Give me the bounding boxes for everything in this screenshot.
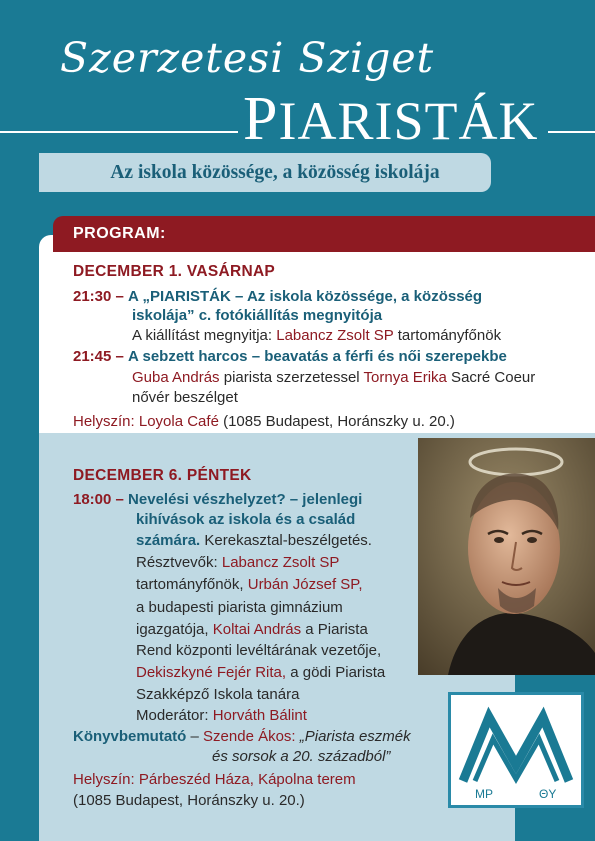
day2-participants-line6: Dekiszkyné Fejér Rita, a gödi Piarista [136,664,386,681]
title-rule-right [548,131,595,133]
day2-participants-line4: igazgatója, Koltai András a Piarista [136,621,368,638]
day2-location: Helyszín: Párbeszéd Háza, Kápolna terem [73,771,356,788]
subtitle: Az iskola közössége, a közösség iskolája [110,162,440,183]
day1-event1-line2: iskolája” c. fotókiállítás megnyitója [132,307,383,324]
day2-event1-line3: számára. Kerekasztal-beszélgetés. [136,532,372,549]
series-title: Szerzetesi Sziget [60,34,435,82]
day1-event1-desc: A kiállítást megnyitja: Labancz Zsolt SP tartományfőnök [132,327,502,344]
title-rule-left [0,131,238,133]
day2-event1-line1: 18:00 – Nevelési vészhelyzet? – jelenlegi [73,491,363,508]
day2-participants-line7: Szakképző Iskola tanára [136,686,300,703]
day1-event2-title: 21:45 – A sebzett harcos – beavatás a férfi és női szerepekbe [73,348,507,365]
day1-event2-desc: Guba András piarista szerzetessel Tornya Erika Sacré Coeur [132,369,536,386]
day1-event2-desc-line2: nővér beszélget [132,389,238,406]
day2-book-line2: és sorsok a 20. századból” [212,748,391,765]
day2-event1-line2: kihívások az iskola és a család [136,511,356,528]
day2-participants-line2: tartományfőnök, Urbán József SP, [136,576,363,593]
day2-participants: Résztvevők: Labancz Zsolt SP [136,554,340,571]
main-title: PIARISTÁK [243,85,539,153]
logo-right-text: ΘY [539,787,557,801]
portrait-image [418,438,595,675]
day2-participants-line3: a budapesti piarista gimnázium [136,599,343,616]
day2-heading: DECEMBER 6. PÉNTEK [73,467,252,484]
day2-address: (1085 Budapest, Horánszky u. 20.) [73,792,305,809]
day1-heading: DECEMBER 1. VASÁRNAP [73,263,276,280]
logo-left-text: MP [475,787,493,801]
day2-book: Könyvbemutató – Szende Ákos: „Piarista eszmék [73,728,411,745]
day1-event1-line1: 21:30 – A „PIARISTÁK – Az iskola közössége, a közösség [73,288,483,305]
day2-moderator: Moderátor: Horváth Bálint [136,707,307,724]
day2-participants-line5: Rend központi levéltárának vezetője, [136,642,382,659]
day1-location: Helyszín: Loyola Café (1085 Budapest, Horánszky u. 20.) [73,413,455,430]
piarist-logo [448,692,584,808]
program-label: PROGRAM: [73,225,166,242]
